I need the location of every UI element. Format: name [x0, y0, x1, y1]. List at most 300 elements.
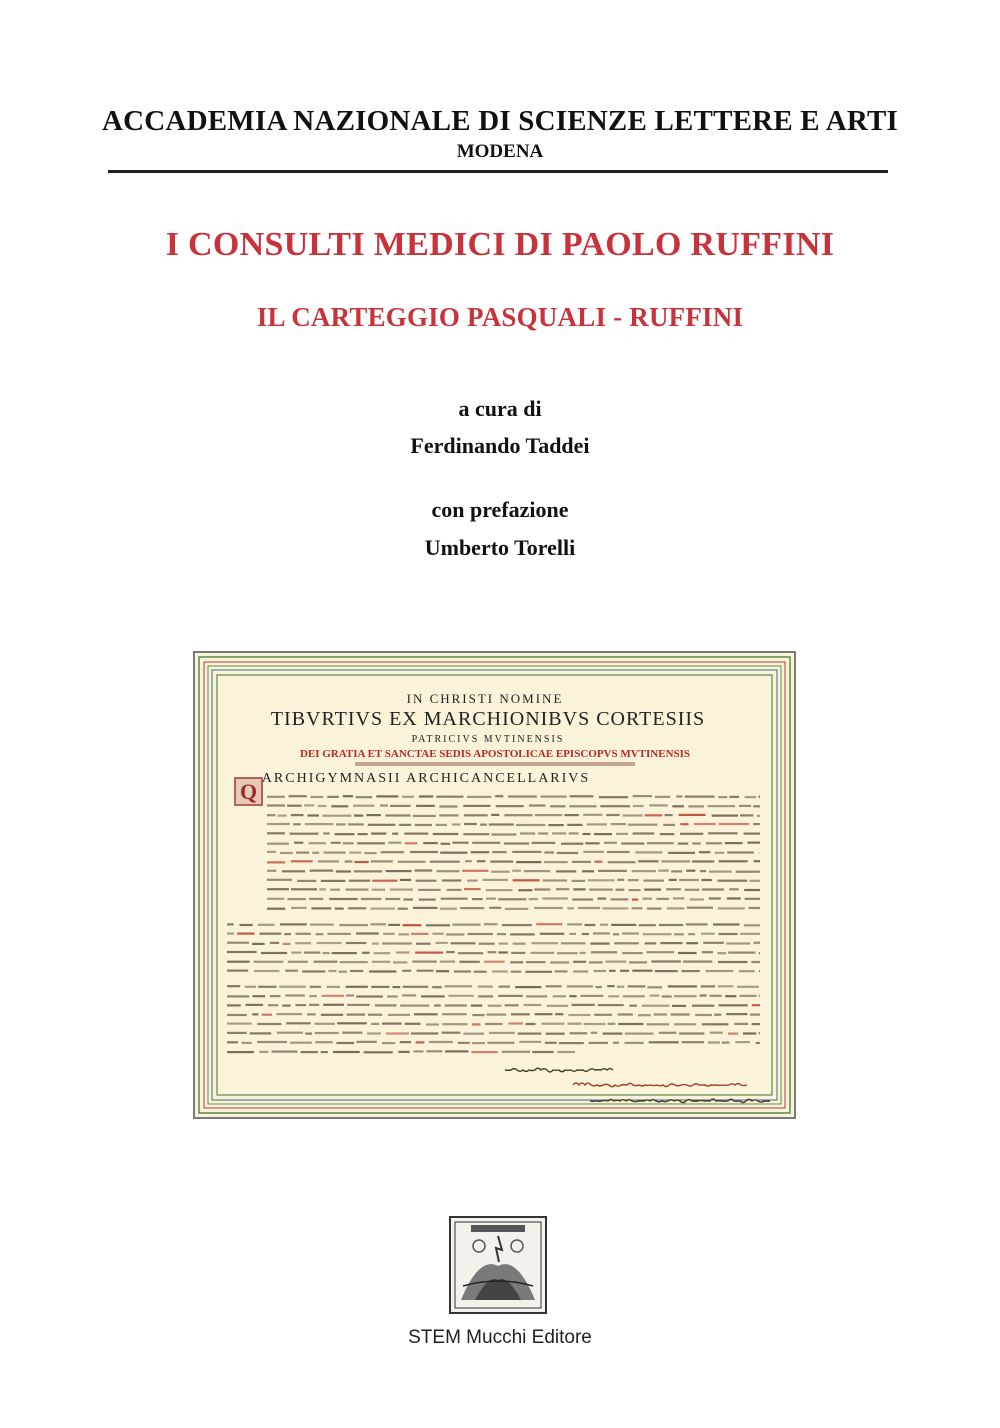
doc-line-5 — [355, 762, 635, 766]
script-stroke — [467, 796, 491, 798]
script-stroke — [596, 986, 602, 988]
script-stroke — [346, 986, 368, 988]
script-stroke — [421, 995, 445, 997]
script-stroke — [622, 952, 643, 954]
script-stroke — [471, 1005, 482, 1007]
script-stroke — [429, 1041, 453, 1043]
publisher-name: STEM Mucchi Editore — [408, 1327, 592, 1348]
script-stroke — [321, 880, 346, 882]
script-stroke — [227, 933, 234, 935]
script-stroke — [544, 861, 568, 863]
script-stroke — [703, 942, 724, 944]
script-stroke — [441, 898, 468, 900]
script-stroke — [454, 970, 471, 972]
script-stroke — [474, 971, 487, 973]
script-stroke — [403, 924, 422, 926]
script-stroke — [708, 832, 738, 834]
script-stroke — [402, 796, 414, 798]
script-stroke — [291, 860, 313, 862]
script-stroke — [603, 1033, 623, 1035]
script-stroke — [382, 1042, 395, 1044]
book-subtitle: IL CARTEGGIO PASQUALI - RUFFINI — [256, 302, 744, 332]
script-stroke — [310, 986, 321, 988]
script-stroke — [740, 995, 757, 997]
script-stroke — [453, 924, 481, 926]
script-stroke — [542, 897, 568, 899]
script-stroke — [649, 804, 667, 806]
script-stroke — [686, 923, 708, 925]
script-stroke — [739, 970, 755, 972]
script-stroke — [385, 814, 410, 816]
script-stroke — [614, 942, 639, 944]
script-stroke — [486, 898, 496, 900]
script-stroke — [685, 889, 700, 891]
script-stroke — [567, 923, 582, 925]
script-stroke — [227, 1023, 252, 1025]
script-stroke — [591, 1032, 598, 1034]
script-stroke — [477, 860, 486, 862]
script-stroke — [372, 880, 397, 882]
script-stroke — [436, 942, 448, 944]
script-stroke — [349, 852, 361, 854]
script-stroke — [361, 898, 381, 900]
script-stroke — [227, 1004, 241, 1006]
script-stroke — [709, 897, 721, 899]
script-stroke — [368, 1014, 382, 1016]
script-stroke — [433, 833, 459, 835]
script-stroke — [330, 889, 340, 891]
script-stroke — [371, 833, 386, 835]
script-stroke — [282, 1005, 290, 1007]
script-stroke — [434, 1004, 441, 1006]
script-stroke — [651, 960, 681, 962]
script-stroke — [692, 860, 714, 862]
script-stroke — [668, 985, 697, 987]
script-stroke — [342, 1032, 362, 1034]
script-stroke — [376, 795, 398, 797]
script-stroke — [661, 860, 690, 862]
script-stroke — [492, 851, 506, 853]
script-stroke — [279, 986, 306, 988]
script-stroke — [432, 933, 443, 935]
script-stroke — [489, 1032, 515, 1034]
script-stroke — [548, 824, 563, 826]
script-stroke — [556, 888, 569, 890]
script-stroke — [583, 814, 602, 816]
script-stroke — [594, 970, 606, 972]
script-stroke — [590, 943, 609, 945]
script-stroke — [616, 889, 625, 891]
script-stroke — [276, 1013, 302, 1015]
script-stroke — [674, 933, 684, 935]
script-stroke — [227, 1041, 238, 1043]
script-stroke — [464, 814, 488, 816]
script-stroke — [600, 924, 608, 926]
book-title: I CONSULTI MEDICI DI PAOLO RUFFINI — [165, 226, 835, 263]
script-stroke — [643, 880, 664, 882]
script-stroke — [680, 833, 703, 835]
script-stroke — [611, 898, 629, 900]
script-stroke — [282, 870, 305, 872]
script-stroke — [660, 942, 682, 944]
script-stroke — [375, 1004, 397, 1006]
script-stroke — [718, 907, 745, 909]
script-stroke — [323, 952, 330, 954]
script-stroke — [254, 961, 284, 963]
script-stroke — [702, 879, 712, 881]
script-stroke — [531, 942, 558, 944]
script-stroke — [759, 995, 760, 997]
script-stroke — [582, 870, 594, 872]
script-stroke — [345, 860, 353, 862]
script-stroke — [714, 1014, 721, 1016]
script-stroke — [757, 815, 760, 817]
script-stroke — [328, 933, 351, 935]
script-stroke — [753, 805, 760, 807]
script-stroke — [638, 860, 658, 862]
script-stroke — [680, 823, 688, 825]
script-stroke — [315, 1032, 339, 1034]
script-stroke — [465, 860, 472, 862]
script-stroke — [296, 933, 311, 935]
script-stroke — [311, 907, 331, 909]
script-stroke — [367, 1032, 381, 1034]
script-stroke — [516, 824, 545, 826]
script-stroke — [267, 832, 285, 834]
script-stroke — [605, 961, 626, 963]
script-stroke — [505, 908, 529, 910]
script-stroke — [504, 842, 529, 844]
script-stroke — [662, 995, 672, 997]
script-stroke — [302, 970, 325, 972]
script-stroke — [719, 1004, 748, 1006]
preface-author: Umberto Torelli — [424, 535, 576, 560]
script-stroke — [327, 796, 339, 798]
script-stroke — [567, 907, 574, 909]
script-stroke — [448, 995, 473, 997]
doc-line-1: IN CHRISTI NOMINE — [406, 691, 564, 706]
script-stroke — [343, 842, 354, 844]
script-stroke — [611, 924, 636, 926]
script-stroke — [570, 1032, 588, 1034]
script-stroke — [399, 824, 411, 826]
script-stroke — [371, 1023, 379, 1025]
script-stroke — [267, 796, 285, 798]
script-stroke — [647, 908, 662, 910]
script-stroke — [668, 852, 695, 854]
script-stroke — [524, 870, 551, 872]
script-stroke — [555, 970, 568, 972]
script-stroke — [683, 961, 712, 963]
script-stroke — [678, 952, 697, 954]
script-stroke — [267, 861, 285, 863]
script-stroke — [309, 842, 326, 844]
script-stroke — [442, 1013, 467, 1015]
script-stroke — [505, 1004, 519, 1006]
script-stroke — [372, 961, 390, 963]
script-stroke — [613, 1042, 619, 1044]
script-stroke — [440, 852, 467, 854]
script-stroke — [323, 815, 352, 817]
script-stroke — [616, 833, 628, 835]
script-stroke — [511, 952, 525, 954]
script-stroke — [671, 1013, 690, 1015]
script-stroke — [685, 796, 715, 798]
script-stroke — [366, 814, 381, 816]
script-stroke — [491, 871, 510, 873]
script-stroke — [625, 1042, 644, 1044]
script-stroke — [490, 861, 513, 863]
script-stroke — [323, 832, 329, 834]
script-stroke — [227, 995, 249, 997]
script-stroke — [296, 852, 309, 854]
script-stroke — [416, 1041, 425, 1043]
script-stroke — [402, 994, 416, 996]
script-stroke — [295, 1004, 306, 1006]
script-stroke — [304, 952, 321, 954]
script-stroke — [267, 851, 276, 853]
illuminated-initial-letter: Q — [239, 779, 258, 804]
script-stroke — [674, 995, 697, 997]
script-stroke — [555, 1013, 563, 1015]
script-stroke — [452, 823, 461, 825]
script-stroke — [736, 871, 760, 873]
script-stroke — [309, 898, 323, 900]
script-stroke — [669, 879, 677, 881]
script-stroke — [415, 952, 443, 954]
signature-stroke — [573, 1083, 747, 1087]
script-stroke — [287, 805, 302, 807]
script-stroke — [280, 852, 293, 854]
script-stroke — [519, 1041, 541, 1043]
script-stroke — [227, 1032, 247, 1034]
script-stroke — [479, 943, 495, 945]
script-stroke — [550, 961, 569, 963]
script-stroke — [297, 880, 316, 882]
script-stroke — [679, 879, 699, 881]
script-stroke — [520, 832, 535, 834]
script-stroke — [439, 814, 458, 816]
script-stroke — [497, 933, 506, 935]
script-stroke — [284, 933, 291, 935]
script-stroke — [312, 852, 319, 854]
script-stroke — [426, 924, 450, 926]
script-stroke — [227, 942, 249, 944]
script-stroke — [516, 861, 541, 863]
script-stroke — [622, 932, 639, 934]
script-stroke — [529, 804, 546, 806]
script-stroke — [701, 985, 715, 987]
script-stroke — [445, 1004, 467, 1006]
script-stroke — [472, 1051, 498, 1053]
script-stroke — [679, 814, 706, 816]
script-stroke — [759, 1032, 760, 1034]
script-stroke — [706, 842, 722, 844]
script-stroke — [270, 942, 279, 944]
script-stroke — [587, 823, 607, 825]
script-stroke — [393, 961, 407, 963]
script-stroke — [267, 804, 285, 806]
script-stroke — [541, 796, 567, 798]
script-stroke — [291, 888, 317, 890]
script-stroke — [423, 842, 438, 844]
script-stroke — [227, 923, 234, 925]
script-stroke — [756, 1042, 760, 1044]
script-stroke — [336, 823, 346, 825]
script-stroke — [488, 1005, 502, 1007]
script-stroke — [635, 851, 662, 853]
script-stroke — [550, 805, 565, 807]
script-stroke — [317, 942, 342, 944]
script-stroke — [737, 986, 759, 988]
script-stroke — [594, 861, 602, 863]
script-stroke — [485, 1023, 502, 1025]
script-stroke — [472, 1042, 485, 1044]
doc-line-6: ARCHIGYMNASII ARCHICANCELLARIVS — [261, 771, 591, 786]
script-stroke — [598, 1004, 624, 1006]
script-stroke — [754, 860, 760, 862]
script-stroke — [569, 995, 576, 997]
script-stroke — [727, 897, 741, 899]
script-stroke — [318, 860, 339, 862]
script-stroke — [686, 870, 695, 872]
script-stroke — [310, 796, 323, 798]
script-stroke — [629, 961, 647, 963]
script-stroke — [337, 1022, 367, 1024]
script-stroke — [726, 942, 750, 944]
script-stroke — [567, 824, 582, 826]
script-stroke — [740, 814, 753, 816]
script-stroke — [623, 814, 643, 816]
script-stroke — [702, 1023, 729, 1025]
script-stroke — [331, 805, 348, 807]
script-stroke — [354, 870, 382, 872]
script-stroke — [618, 1013, 633, 1015]
script-stroke — [381, 851, 404, 853]
script-stroke — [498, 898, 526, 900]
script-stroke — [305, 1033, 312, 1035]
script-stroke — [508, 795, 537, 797]
script-stroke — [745, 796, 757, 798]
script-stroke — [488, 951, 497, 953]
script-stroke — [695, 1014, 712, 1016]
script-stroke — [671, 870, 682, 872]
script-stroke — [499, 986, 511, 988]
script-stroke — [304, 804, 314, 806]
script-stroke — [329, 898, 358, 900]
script-stroke — [678, 843, 688, 845]
script-stroke — [518, 1033, 542, 1035]
script-stroke — [445, 985, 472, 987]
script-stroke — [545, 1042, 557, 1044]
script-stroke — [371, 860, 393, 862]
script-stroke — [267, 898, 284, 900]
script-stroke — [654, 1013, 667, 1015]
script-stroke — [642, 1005, 670, 1007]
script-stroke — [458, 952, 483, 954]
script-stroke — [484, 961, 505, 963]
script-stroke — [246, 1004, 264, 1006]
script-stroke — [686, 942, 698, 944]
script-stroke — [372, 943, 379, 945]
header-divider — [108, 170, 888, 173]
script-stroke — [572, 880, 586, 882]
script-stroke — [288, 961, 308, 963]
script-stroke — [633, 795, 652, 797]
script-stroke — [487, 1014, 507, 1016]
script-stroke — [752, 1004, 760, 1006]
script-stroke — [688, 933, 695, 935]
script-stroke — [499, 943, 509, 945]
script-stroke — [439, 805, 457, 807]
script-stroke — [400, 1041, 411, 1043]
script-stroke — [628, 824, 658, 826]
script-stroke — [460, 907, 484, 909]
script-stroke — [607, 985, 614, 987]
script-stroke — [291, 952, 301, 954]
script-stroke — [556, 870, 576, 872]
script-stroke — [544, 851, 554, 853]
script-stroke — [411, 1032, 438, 1034]
script-stroke — [727, 851, 754, 853]
script-stroke — [719, 860, 748, 862]
script-stroke — [744, 833, 761, 835]
script-stroke — [412, 961, 436, 963]
script-stroke — [398, 908, 408, 910]
script-stroke — [625, 1033, 654, 1035]
script-stroke — [400, 1005, 429, 1007]
script-stroke — [414, 1013, 438, 1015]
script-stroke — [629, 889, 641, 891]
script-stroke — [464, 823, 477, 825]
script-stroke — [573, 970, 588, 972]
script-stroke — [267, 814, 276, 816]
script-stroke — [280, 923, 307, 925]
script-stroke — [492, 970, 508, 972]
script-stroke — [594, 1014, 612, 1016]
script-stroke — [291, 907, 307, 909]
script-stroke — [463, 1033, 484, 1035]
script-stroke — [536, 923, 562, 925]
script-stroke — [458, 1042, 470, 1044]
script-stroke — [754, 942, 761, 944]
script-stroke — [658, 870, 668, 872]
script-stroke — [356, 995, 383, 997]
script-stroke — [315, 1041, 332, 1043]
script-stroke — [682, 970, 700, 972]
script-stroke — [700, 870, 706, 872]
script-stroke — [535, 1013, 553, 1015]
script-stroke — [532, 1051, 553, 1053]
script-stroke — [699, 851, 711, 853]
script-stroke — [413, 815, 436, 817]
script-stroke — [573, 888, 585, 890]
handwritten-text-block — [227, 795, 760, 1053]
script-stroke — [644, 889, 661, 891]
script-stroke — [398, 861, 426, 863]
script-stroke — [463, 805, 490, 807]
script-stroke — [290, 833, 319, 835]
script-stroke — [339, 971, 347, 973]
script-stroke — [573, 961, 586, 963]
publisher-emblem-icon — [449, 1216, 547, 1314]
script-stroke — [386, 1032, 409, 1034]
script-stroke — [559, 1042, 584, 1044]
script-stroke — [309, 1004, 319, 1006]
script-stroke — [582, 933, 589, 935]
script-stroke — [258, 986, 276, 988]
script-stroke — [557, 852, 578, 854]
